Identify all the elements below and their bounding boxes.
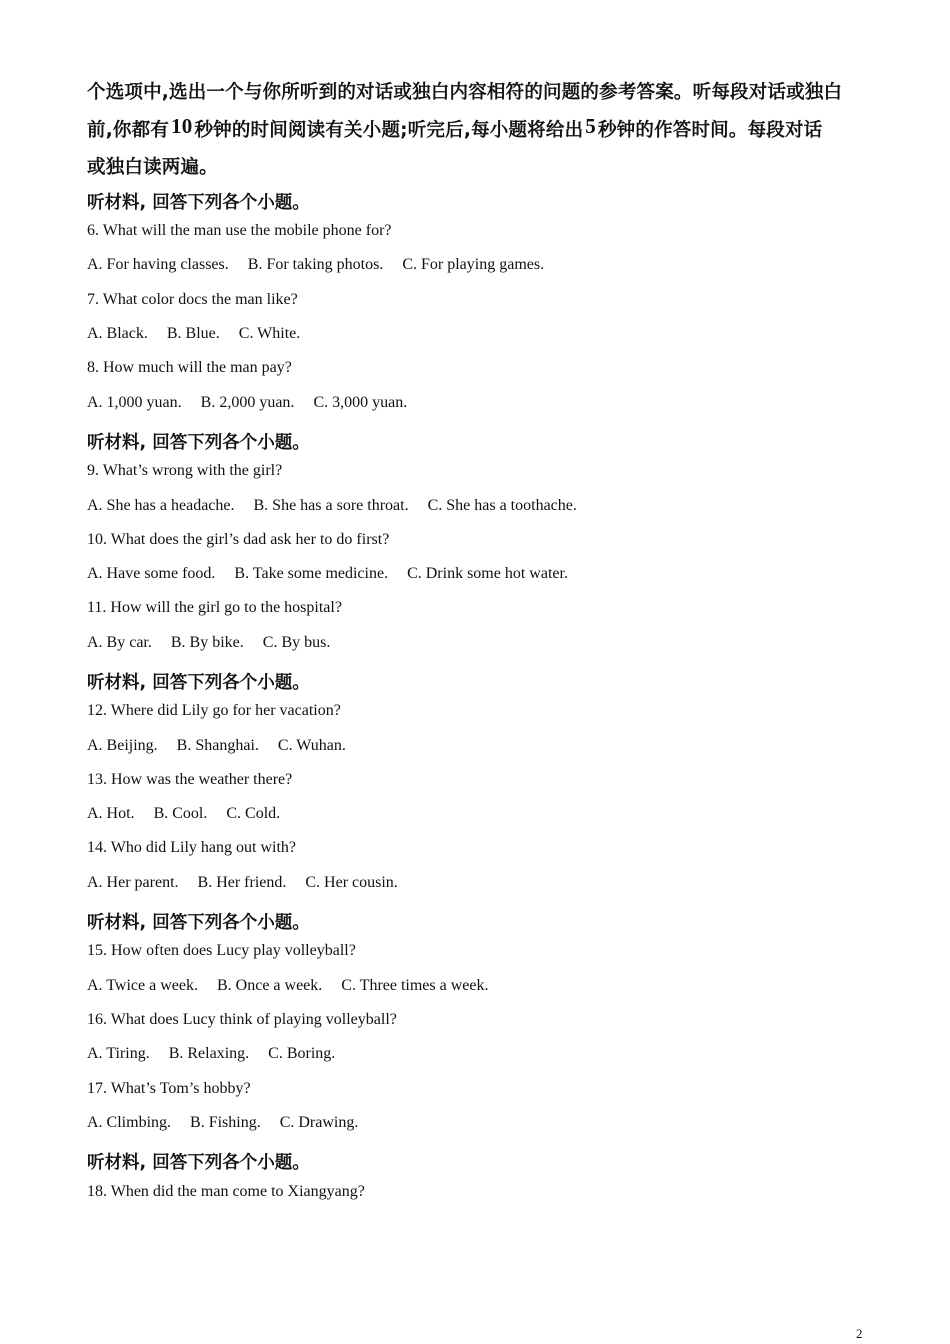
question-13: 13. How was the weather there? (87, 771, 293, 788)
option-a: A. Her parent. (87, 874, 179, 891)
option-a: A. She has a headache. (87, 497, 235, 514)
question-12: 12. Where did Lily go for her vacation? (87, 702, 341, 719)
section-title: 听材料, 回答下列各个小题。 (87, 433, 310, 453)
options-15 (87, 977, 508, 995)
question-15: 15. How often does Lucy play volleyball? (87, 942, 356, 959)
option-b: B. Fishing. (190, 1114, 261, 1131)
options-16 (87, 1045, 354, 1063)
option-b: B. By bike. (170, 634, 244, 651)
option-b: B. Her friend. (197, 874, 287, 891)
question-18: 18. When did the man come to Xiangyang? (87, 1183, 365, 1200)
reading-seconds: 10 (171, 114, 193, 138)
option-b: B. Shanghai. (176, 737, 259, 754)
option-a: A. Black. (87, 325, 148, 342)
instructions-text: 前,你都有 (87, 120, 170, 141)
question-9: 9. What’s wrong with the girl? (87, 462, 283, 479)
options-8 (87, 394, 426, 412)
options-12 (87, 737, 365, 755)
options-6 (87, 256, 563, 274)
question-11: 11. How will the girl go to the hospital? (87, 599, 342, 616)
options-9 (87, 497, 596, 515)
option-a: A. Hot. (87, 805, 135, 822)
instructions-paragraph (87, 74, 867, 186)
page-number: 2 (856, 1326, 863, 1341)
option-c: C. Cold. (226, 805, 281, 822)
instructions-text: 秒钟的作答时间。每段对话 (597, 120, 823, 141)
section-title: 听材料, 回答下列各个小题。 (87, 1153, 310, 1173)
question-16: 16. What does Lucy think of playing volleyball? (87, 1011, 397, 1028)
option-b: B. She has a sore throat. (253, 497, 409, 514)
option-c: C. By bus. (262, 634, 331, 651)
section-title: 听材料, 回答下列各个小题。 (87, 913, 310, 933)
options-10 (87, 565, 587, 583)
instructions-line-2 (87, 111, 867, 149)
question-17: 17. What’s Tom’s hobby? (87, 1080, 251, 1097)
question-8: 8. How much will the man pay? (87, 359, 292, 376)
option-a: A. By car. (87, 634, 152, 651)
option-c: C. Three times a week. (341, 977, 489, 994)
section-title: 听材料, 回答下列各个小题。 (87, 193, 310, 213)
option-a: A. Have some food. (87, 565, 216, 582)
options-11 (87, 634, 349, 652)
question-10: 10. What does the girl’s dad ask her to do first? (87, 531, 390, 548)
option-b: B. Take some medicine. (234, 565, 389, 582)
options-14 (87, 874, 417, 892)
options-13 (87, 805, 299, 823)
instructions-line-3: 或独白读两遍。 (87, 157, 218, 178)
option-c: C. Drink some hot water. (407, 565, 568, 582)
question-14: 14. Who did Lily hang out with? (87, 839, 297, 856)
option-a: A. For having classes. (87, 256, 229, 273)
option-a: A. Tiring. (87, 1045, 150, 1062)
option-a: A. Twice a week. (87, 977, 198, 994)
option-a: A. Climbing. (87, 1114, 172, 1131)
instructions-text: 秒钟的时间阅读有关小题;听完后,每小题将给出 (194, 120, 584, 141)
options-7 (87, 325, 319, 343)
option-c: C. White. (238, 325, 301, 342)
option-a: A. 1,000 yuan. (87, 394, 182, 411)
option-c: C. Drawing. (279, 1114, 359, 1131)
instructions-line-1: 个选项中,选出一个与你所听到的对话或独白内容相符的问题的参考答案。听每段对话或独白 (87, 82, 843, 103)
section-title: 听材料, 回答下列各个小题。 (87, 673, 310, 693)
option-c: C. Her cousin. (305, 874, 398, 891)
option-b: B. For taking photos. (247, 256, 384, 273)
option-b: B. Cool. (153, 805, 208, 822)
option-b: B. Blue. (166, 325, 220, 342)
option-c: C. For playing games. (402, 256, 545, 273)
question-6: 6. What will the man use the mobile phone for? (87, 222, 392, 239)
option-c: C. She has a toothache. (427, 497, 577, 514)
option-c: C. Wuhan. (277, 737, 346, 754)
option-c: C. 3,000 yuan. (313, 394, 408, 411)
answer-seconds: 5 (585, 114, 596, 138)
option-b: B. Once a week. (216, 977, 323, 994)
options-17 (87, 1114, 377, 1132)
option-b: B. 2,000 yuan. (200, 394, 295, 411)
option-b: B. Relaxing. (168, 1045, 250, 1062)
option-a: A. Beijing. (87, 737, 158, 754)
option-c: C. Boring. (268, 1045, 336, 1062)
question-7: 7. What color docs the man like? (87, 291, 298, 308)
